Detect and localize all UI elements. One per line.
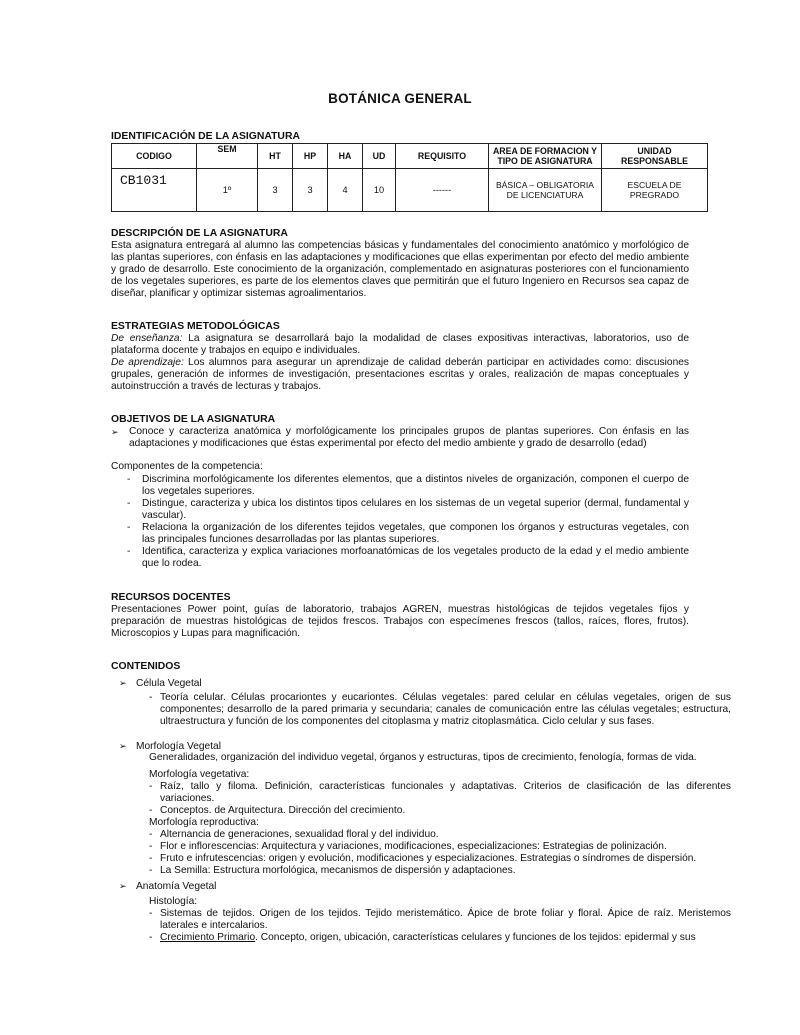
arrow-bullet-icon: ➢ xyxy=(119,881,127,891)
estrategias-text xyxy=(111,333,689,393)
list-item xyxy=(149,865,731,877)
header-ha: HA xyxy=(328,144,363,169)
dash-bullet-icon: - xyxy=(149,932,153,943)
recursos-heading: RECURSOS DOCENTES xyxy=(111,592,231,603)
celula-block xyxy=(149,692,731,728)
rep-item-text: Alternancia de generaciones, sexualidad floral y del individuo. xyxy=(160,829,439,840)
ensenanza-paragraph xyxy=(111,333,689,357)
morfologia-veg-list xyxy=(149,781,731,817)
aprendizaje-label: De aprendizaje: xyxy=(111,357,184,368)
crecimiento-primario-text: Crecimiento Primario xyxy=(160,932,256,943)
arrow-bullet-icon: ➢ xyxy=(111,427,119,437)
anatomia-block xyxy=(149,896,731,944)
identificacion-heading: IDENTIFICACIÓN DE LA ASIGNATURA xyxy=(111,131,300,142)
arrow-bullet-icon: ➢ xyxy=(119,741,127,751)
dash-bullet-icon: - xyxy=(149,853,153,864)
list-item xyxy=(149,692,731,728)
list-item xyxy=(149,853,731,865)
header-sem: SEM xyxy=(197,144,258,169)
componente-text: Discrimina morfológicamente los diferentes elementos, que a distintos niveles de organización, componen el cuerpo de los vegetales superiores. xyxy=(142,474,689,497)
recursos-paragraph: Presentaciones Power point, guías de laboratorio, trabajos AGREN, muestras histológicas de tejidos vegetales fijos y preparación de muestras histológicas de tejidos frescos. Trabajos con especímenes frescos (tallos, raíces, flores, frutos). Microscopios y Lupas para magnificación. xyxy=(111,604,689,639)
dash-bullet-icon: - xyxy=(127,474,131,485)
dash-bullet-icon: - xyxy=(127,522,131,533)
veg-item-text: Raíz, tallo y filoma. Definición, características funcionales y adaptativas. Criterios de clasificación de las diferentes variaciones. xyxy=(160,781,731,804)
hist-item-text: Sistemas de tejidos. Origen de los tejidos. Tejido meristemático. Ápice de brote foliar y floral. Ápice de raíz. Meristemos laterales e intercalarios. xyxy=(160,908,731,931)
page-title: BOTÁNICA GENERAL xyxy=(328,91,472,106)
dash-bullet-icon: - xyxy=(149,865,153,876)
componente-text: Relaciona la organización de los diferentes tejidos vegetales, que componen los órganos y estructuras vegetales, con las principales funciones desarrolladas por las plantas superiores. xyxy=(142,522,689,545)
table-row xyxy=(112,169,708,212)
list-item xyxy=(149,805,731,817)
list-item xyxy=(111,522,689,546)
dash-bullet-icon: - xyxy=(149,805,153,816)
veg-item-text: Conceptos. de Arquitectura. Dirección del crecimiento. xyxy=(160,805,406,816)
list-item xyxy=(111,474,689,498)
anatomia-title xyxy=(119,880,216,893)
list-item xyxy=(111,426,689,450)
componente-text: Distingue, caracteriza y ubica los distintos tipos celulares en los sistemas de un vegetal superior (dermal, fundamental y vascular). xyxy=(142,498,689,521)
rep-item-text: La Semilla: Estructura morfológica, mecanismos de dispersión y adaptaciones. xyxy=(160,865,516,876)
header-hp: HP xyxy=(293,144,328,169)
morfologia-block xyxy=(149,752,731,877)
componentes-block xyxy=(111,461,689,570)
aprendizaje-paragraph xyxy=(111,357,689,393)
list-item xyxy=(149,829,731,841)
header-ht: HT xyxy=(258,144,293,169)
ensenanza-text: La asignatura se desarrollará bajo la modalidad de clases expositivas interactivas, laboratorios, uso de plataforma docente y trabajos en equipo e individuales. xyxy=(111,333,689,356)
table-header-row xyxy=(112,144,708,169)
dash-bullet-icon: - xyxy=(127,498,131,509)
descripcion-paragraph: Esta asignatura entregará al alumno las competencias básicas y fundamentales del conocimiento anatómico y morfológico de las plantas superiores, con énfasis en las adaptaciones y modificaciones que ellas experimentan por efecto del medio ambiente y grado de desarrollo. Este conocimiento de la organización, complementado en asignaturas posteriores con el funcionamiento de los vegetales superiores, es parte de los elementos claves que permitirán que el futuro Ingeniero en Recursos sea capaz de diseñar, planificar y optimizar sistemas agroalimentarios. xyxy=(111,240,689,299)
dash-bullet-icon: - xyxy=(149,841,153,852)
list-item xyxy=(149,908,731,932)
objetivos-list xyxy=(111,426,689,450)
cell-codigo: CB1031 xyxy=(112,169,197,212)
cell-ud: 10 xyxy=(363,169,396,212)
header-requisito: REQUISITO xyxy=(396,144,489,169)
rep-item-text: Fruto e infrutescencias: origen y evolución, modificaciones y especializaciones. Estrategias o síndromes de dispersión. xyxy=(160,853,697,864)
header-area: AREA DE FORMACION Y TIPO DE ASIGNATURA xyxy=(489,144,602,169)
celula-item-text: Teoría celular. Células procariontes y eucariontes. Células vegetales: pared celular en células vegetales, origen de sus componentes; desarrollo de la pared primaria y secundaria; canales de comunicación entre las células vegetales; estructura, ultraestructura y función de los componentes del citoplasma y matriz citoplasmática. Ciclo celular y sus fases. xyxy=(160,692,731,727)
celula-list xyxy=(149,692,731,728)
componente-text: Identifica, caracteriza y explica variaciones morfoanatómicas de los vegetales producto de la edad y el medio ambiente que lo rodea. xyxy=(142,546,689,569)
header-unidad: UNIDAD RESPONSABLE xyxy=(602,144,708,169)
cell-unidad: ESCUELA DE PREGRADO xyxy=(602,169,708,212)
rep-item-text: Flor e inflorescencias: Arquitectura y variaciones, modificaciones, especializaciones: Estrategias de polinización. xyxy=(160,841,667,852)
cell-requisito: ------ xyxy=(396,169,489,212)
header-ud: UD xyxy=(363,144,396,169)
cell-ht: 3 xyxy=(258,169,293,212)
list-item xyxy=(111,546,689,570)
arrow-bullet-icon: ➢ xyxy=(119,678,127,688)
list-item xyxy=(149,932,731,944)
morfologia-rep-label: Morfología reproductiva: xyxy=(149,817,259,828)
objetivos-heading: OBJETIVOS DE LA ASIGNATURA xyxy=(111,414,276,425)
componentes-label: Componentes de la competencia: xyxy=(111,461,263,472)
morfologia-intro: Generalidades, organización del individuo vegetal, órganos y estructuras, tipos de crecimiento, fenología, formas de vida. xyxy=(149,752,697,763)
list-item xyxy=(149,841,731,853)
descripcion-heading: DESCRIPCIÓN DE LA ASIGNATURA xyxy=(111,228,288,239)
dash-bullet-icon: - xyxy=(127,546,131,557)
morfologia-rep-list xyxy=(149,829,731,877)
identificacion-table xyxy=(111,143,708,212)
contenidos-heading: CONTENIDOS xyxy=(111,661,181,672)
anatomia-hist-label: Histología: xyxy=(149,896,198,907)
anatomia-hist-list xyxy=(149,908,731,944)
dash-bullet-icon: - xyxy=(149,692,153,703)
celula-title-text: Célula Vegetal xyxy=(136,678,202,689)
dash-bullet-icon: - xyxy=(149,781,153,792)
cell-hp: 3 xyxy=(293,169,328,212)
anatomia-title-text: Anatomía Vegetal xyxy=(136,881,217,892)
dash-bullet-icon: - xyxy=(149,829,153,840)
cell-ha: 4 xyxy=(328,169,363,212)
recursos-text xyxy=(111,604,689,640)
descripcion-text xyxy=(111,240,689,300)
hist-item-text: . Concepto, origen, ubicación, características celulares y funciones de los tejidos: epidermal y sus xyxy=(255,932,696,943)
ensenanza-label: De enseñanza: xyxy=(111,333,183,344)
header-codigo: CODIGO xyxy=(112,144,197,169)
list-item xyxy=(149,781,731,805)
objetivo-text: Conoce y caracteriza anatómica y morfológicamente los principales grupos de plantas superiores. Con énfasis en las adaptaciones y modificaciones que éstas experimental por efecto del medio ambiente y grado de desarrollo (edad) xyxy=(129,426,689,449)
componentes-list xyxy=(111,474,689,570)
cell-sem: 1º xyxy=(197,169,258,212)
dash-bullet-icon: - xyxy=(149,908,153,919)
morfologia-title-text: Morfología Vegetal xyxy=(136,741,221,752)
aprendizaje-text: Los alumnos para asegurar un aprendizaje de calidad deberán participar en actividades como: discusiones grupales, generación de informes de investigación, presentaciones escritas y orales, realización de mapas conceptuales y autoinstrucción a través de lecturas y trabajos. xyxy=(111,357,689,392)
celula-title xyxy=(119,677,202,690)
cell-area: BÁSICA – OBLIGATORIA DE LICENCIATURA xyxy=(489,169,602,212)
estrategias-heading: ESTRATEGIAS METODOLÓGICAS xyxy=(111,321,280,332)
list-item xyxy=(111,498,689,522)
objetivos-block xyxy=(111,426,689,450)
morfologia-veg-label: Morfología vegetativa: xyxy=(149,769,250,780)
